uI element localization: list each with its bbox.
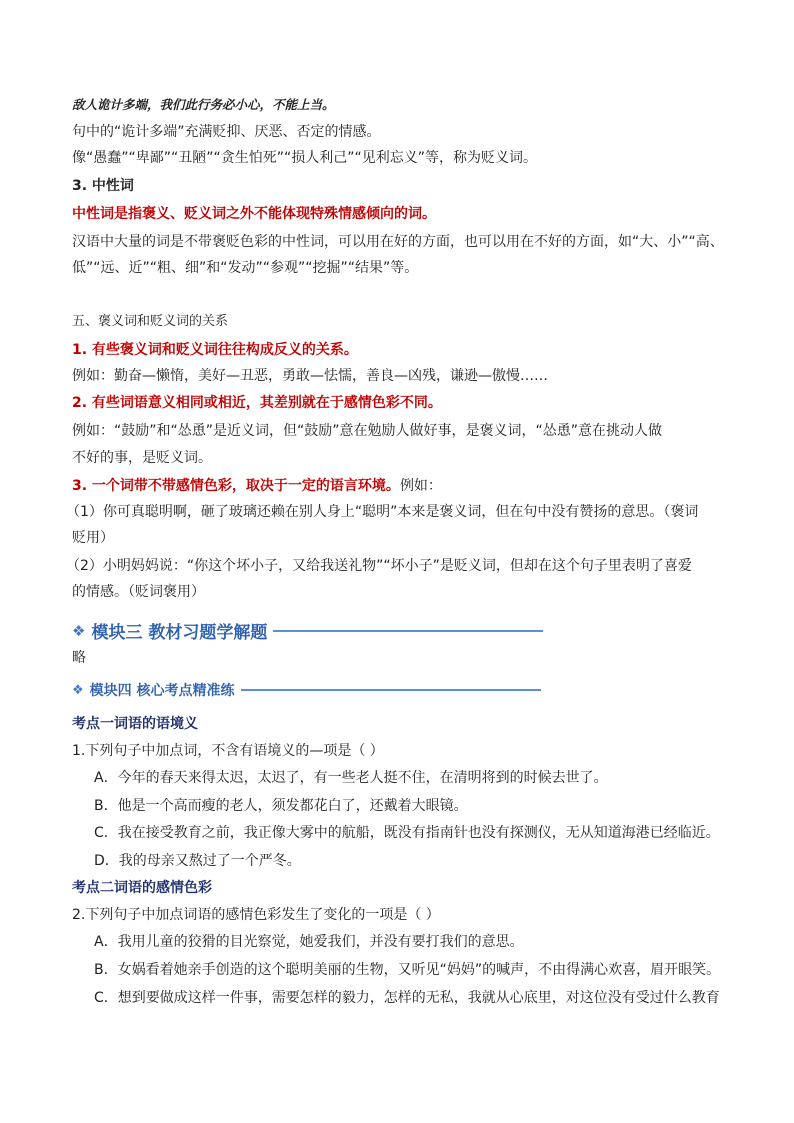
question-1-option-b: B．他是一个高而瘦的老人，须发都花白了，还戴着大眼镜。 bbox=[94, 798, 468, 814]
module-four-title: 模块四 核心考点精准练 bbox=[89, 683, 235, 699]
question-1: 1.下列句子中加点词，不含有语境义的—项是（ ） bbox=[72, 743, 384, 759]
question-1-option-a: A．今年的春天来得太迟，太迟了，有一些老人挺不住，在清明将到的时候去世了。 bbox=[94, 770, 608, 786]
neutral-definition: 中性词是指褒义、贬义词之外不能体现特殊情感倾向的词。 bbox=[72, 206, 436, 222]
module-three-body: 略 bbox=[72, 650, 86, 666]
neutral-description-line2: 低”“远、近”“粗、细”和“发动”“参观”“挖掘”“结果”等。 bbox=[72, 260, 419, 276]
relation-point-3-red: 3. 一个词带不带感情色彩，取决于一定的语言环境。 bbox=[72, 478, 400, 494]
question-2-option-c: C．想到要做成这样一件事，需要怎样的毅力，怎样的无私，我就从心底里，对这位没有受过什么教育 bbox=[94, 990, 720, 1006]
double-diamond-icon: ❖ bbox=[72, 621, 86, 640]
question-1-option-c: C．我在接受教育之前，我正像大雾中的航船，既没有指南针也没有探测仪，无从知道海港已经临近。 bbox=[94, 825, 720, 841]
neutral-description-line1: 汉语中大量的词是不带褒贬色彩的中性词，可以用在好的方面，也可以用在不好的方面，如“大、小”“高、 bbox=[72, 234, 724, 250]
relation-example-3a-line1: （1）你可真聪明啊，砸了玻璃还赖在别人身上“聪明”本来是褒义词，但在句中没有赞扬的意思。（褒词 bbox=[66, 504, 699, 520]
section-five-heading: 五、褒义词和贬义词的关系 bbox=[72, 314, 229, 329]
relation-example-1: 例如：勤奋—懒惰，美好—丑恶，勇敢—怯懦，善良—凶残，谦逊—傲慢…… bbox=[72, 368, 548, 384]
relation-example-3a-line2: 贬用） bbox=[72, 530, 114, 546]
derogatory-examples: 像“愚蠢”“卑鄙”“丑陋”“贪生怕死”“损人利己”“见利忘义”等，称为贬义词。 bbox=[72, 150, 538, 166]
neutral-heading: 3. 中性词 bbox=[72, 178, 134, 194]
relation-example-3b-line2: 的情感。（贬词褒用） bbox=[72, 584, 205, 600]
question-2: 2.下列句子中加点词语的感情色彩发生了变化的一项是（ ） bbox=[72, 907, 440, 923]
module-four-rule bbox=[241, 689, 541, 691]
key-point-2-heading: 考点二词语的感情色彩 bbox=[72, 880, 212, 896]
example-sentence: 敌人诡计多端，我们此行务必小心，不能上当。 bbox=[72, 97, 335, 112]
relation-example-2-line2: 不好的事，是贬义词。 bbox=[72, 450, 212, 466]
question-2-option-a: A．我用儿童的狡猾的目光察觉，她爱我们，并没有要打我们的意思。 bbox=[94, 934, 524, 950]
module-three-header bbox=[72, 618, 543, 643]
derogatory-explanation: 句中的“诡计多端”充满贬抑、厌恶、否定的情感。 bbox=[72, 124, 381, 140]
double-diamond-icon: ❖ bbox=[72, 682, 84, 698]
relation-point-3 bbox=[72, 476, 732, 496]
relation-example-2-line1: 例如：“鼓励”和“怂恿”是近义词，但“鼓励”意在勉励人做好事，是褒义词，“怂恿”意在挑动人做 bbox=[72, 423, 663, 439]
relation-point-2: 2. 有些词语意义相同或相近，其差别就在于感情色彩不同。 bbox=[72, 395, 442, 411]
key-point-1-heading: 考点一词语的语境义 bbox=[72, 716, 198, 732]
module-four-header bbox=[72, 680, 541, 700]
relation-example-3b-line1: （2）小明妈妈说：“你这个坏小子，又给我送礼物”“坏小子”是贬义词，但却在这个句子里表明了喜爱 bbox=[66, 558, 692, 574]
relation-point-3-suffix: 例如： bbox=[399, 478, 442, 494]
question-1-option-d: D．我的母亲又熬过了一个严冬。 bbox=[94, 853, 301, 869]
relation-point-1: 1. 有些褒义词和贬义词往往构成反义的关系。 bbox=[72, 342, 358, 358]
module-three-title: 模块三 教材习题学解题 bbox=[91, 623, 268, 643]
module-three-rule bbox=[273, 630, 543, 632]
question-2-option-b: B．女娲看着她亲手创造的这个聪明美丽的生物，又听见“妈妈”的喊声，不由得满心欢喜，眉开眼笑。 bbox=[94, 962, 721, 978]
